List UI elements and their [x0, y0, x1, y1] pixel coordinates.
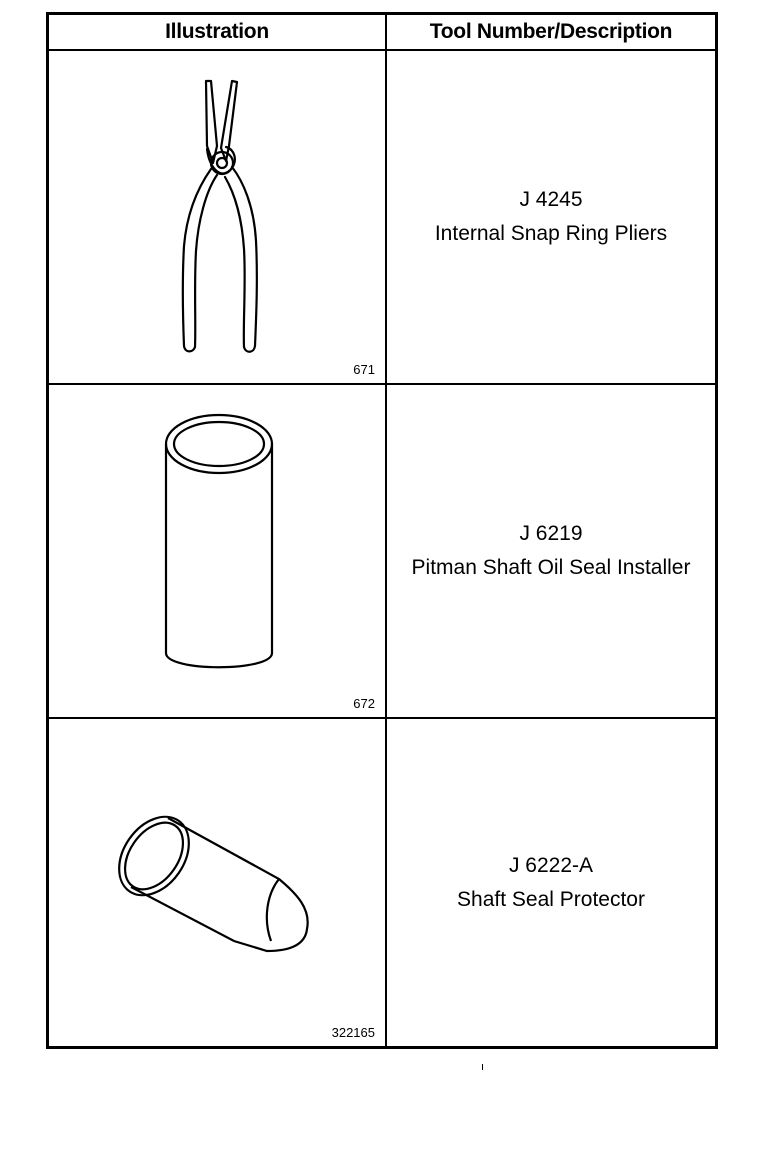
tool-table [46, 12, 718, 1049]
description-cell [387, 719, 715, 1046]
description-cell [387, 51, 715, 383]
description-cell [387, 385, 715, 717]
snap-ring-pliers-icon [49, 51, 385, 383]
tool-name: Shaft Seal Protector [457, 887, 645, 911]
tool-number: J 4245 [519, 188, 583, 211]
tool-name: Pitman Shaft Oil Seal Installer [411, 556, 691, 579]
figure-number: 671 [353, 362, 375, 377]
table-header [49, 15, 715, 51]
figure-number: 322165 [331, 1025, 375, 1040]
table-row [49, 385, 715, 719]
seal-protector-icon [49, 719, 385, 1044]
table-row [49, 719, 715, 1046]
tool-number: J 6219 [519, 522, 583, 545]
scan-mark [482, 1064, 483, 1070]
header-illustration: Illustration [165, 20, 269, 43]
illustration-cell [49, 719, 385, 1046]
figure-number: 672 [353, 696, 375, 711]
table-row [49, 51, 715, 385]
column-divider [385, 15, 387, 1046]
seal-installer-icon [49, 385, 385, 717]
tool-number: J 6222-A [508, 853, 594, 877]
illustration-cell [49, 385, 385, 717]
illustration-cell [49, 51, 385, 383]
tool-name: Internal Snap Ring Pliers [434, 222, 668, 245]
header-tool-description: Tool Number/Description [429, 20, 673, 43]
